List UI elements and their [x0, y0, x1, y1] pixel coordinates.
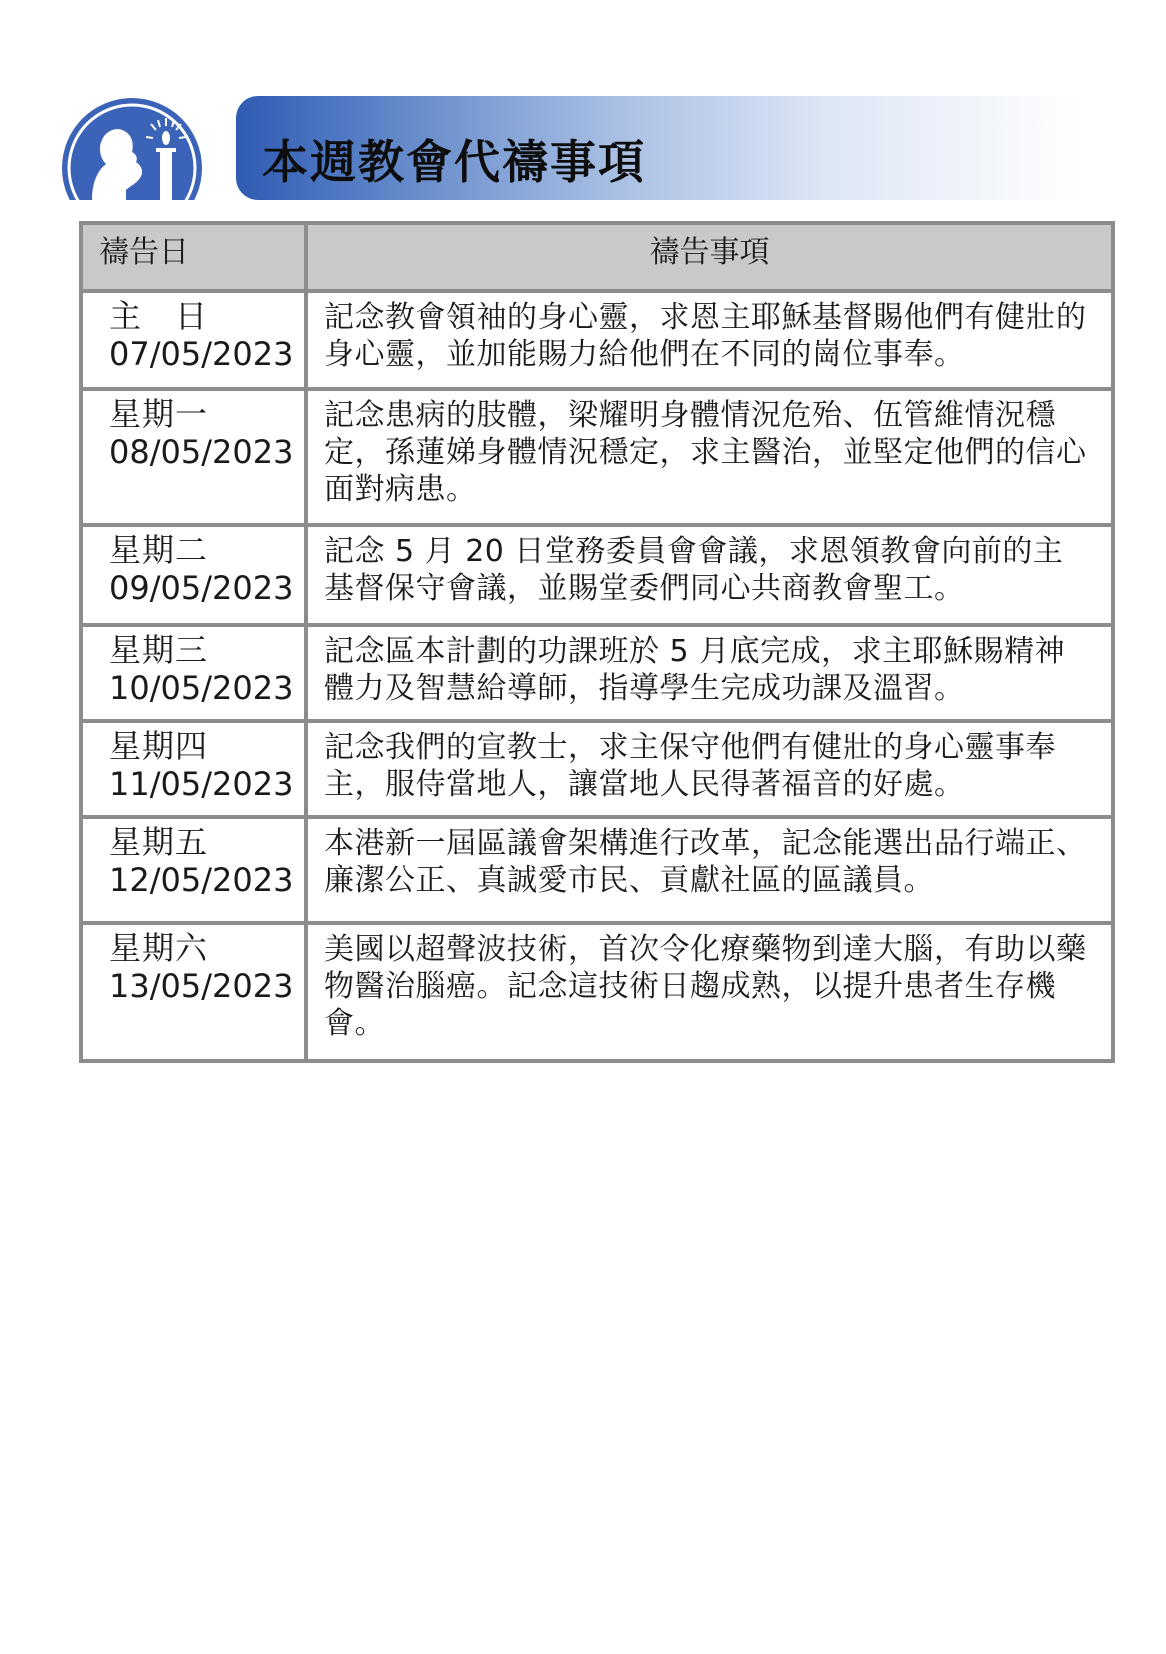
- prayer-item-cell: [306, 721, 1113, 817]
- prayer-item-text: 記念區本計劃的功課班於 5 月底完成，求主耶穌賜精神體力及智慧給導師，指導學生完成功課及溫習。: [324, 634, 1066, 706]
- prayer-item-cell: [306, 817, 1113, 923]
- day-label: 星期六: [109, 929, 209, 967]
- prayer-item-text: 記念教會領袖的身心靈，求恩主耶穌基督賜他們有健壯的身心靈，並加能賜力給他們在不同的崗位事奉。: [324, 300, 1087, 372]
- date-value: 12/05/2023: [109, 861, 294, 899]
- prayer-schedule-table: [79, 221, 1115, 1063]
- prayer-item-cell: [306, 923, 1113, 1061]
- date-cell: [81, 625, 306, 721]
- table-row: [81, 389, 1113, 525]
- date-cell: [81, 817, 306, 923]
- day-label: 星期一: [109, 395, 209, 433]
- column-header-item: 禱告事項: [306, 223, 1113, 291]
- prayer-item-cell: [306, 525, 1113, 625]
- date-value: 13/05/2023: [109, 967, 294, 1005]
- day-label: 星期四: [109, 727, 209, 765]
- date-cell: [81, 389, 306, 525]
- prayer-item-text: 記念我們的宣教士，求主保守他們有健壯的身心靈事奉主，服侍當地人，讓當地人民得著福音的好處。: [324, 730, 1056, 802]
- day-label: 星期二: [109, 531, 209, 569]
- date-value: 07/05/2023: [109, 335, 294, 373]
- page-title: 本週教會代禱事項: [262, 135, 646, 189]
- prayer-item-text: 美國以超聲波技術，首次令化療藥物到達大腦，有助以藥物醫治腦癌。記念這技術日趨成熟，以提升患者生存機會。: [324, 932, 1087, 1041]
- table-header-row: [81, 223, 1113, 291]
- table-row: [81, 817, 1113, 923]
- date-cell: [81, 721, 306, 817]
- table-row: [81, 625, 1113, 721]
- day-label: 星期五: [109, 823, 209, 861]
- table-row: [81, 923, 1113, 1061]
- date-cell: [81, 525, 306, 625]
- prayer-item-cell: [306, 291, 1113, 389]
- prayer-item-text: 記念患病的肢體，梁耀明身體情況危殆、伍管維情況穩定，孫蓮娣身體情況穩定，求主醫治，並堅定他們的信心面對病患。: [324, 398, 1087, 507]
- day-label: 主 日: [109, 297, 209, 335]
- date-cell: [81, 923, 306, 1061]
- praying-figure-candle-icon: [62, 92, 212, 200]
- table-row: [81, 291, 1113, 389]
- prayer-item-text: 記念 5 月 20 日堂務委員會會議，求恩領教會向前的主基督保守會議，並賜堂委們同心共商教會聖工。: [324, 534, 1064, 606]
- date-value: 08/05/2023: [109, 433, 294, 471]
- prayer-item-text: 本港新一屆區議會架構進行改革，記念能選出品行端正、廉潔公正、真誠愛市民、貢獻社區的區議員。: [324, 826, 1087, 898]
- date-value: 09/05/2023: [109, 569, 294, 607]
- table-row: [81, 721, 1113, 817]
- church-logo: [62, 92, 212, 200]
- day-label: 星期三: [109, 631, 209, 669]
- prayer-item-cell: [306, 625, 1113, 721]
- date-cell: [81, 291, 306, 389]
- table-row: [81, 525, 1113, 625]
- column-header-date: 禱告日: [81, 223, 306, 291]
- prayer-item-cell: [306, 389, 1113, 525]
- date-value: 10/05/2023: [109, 669, 294, 707]
- date-value: 11/05/2023: [109, 765, 294, 803]
